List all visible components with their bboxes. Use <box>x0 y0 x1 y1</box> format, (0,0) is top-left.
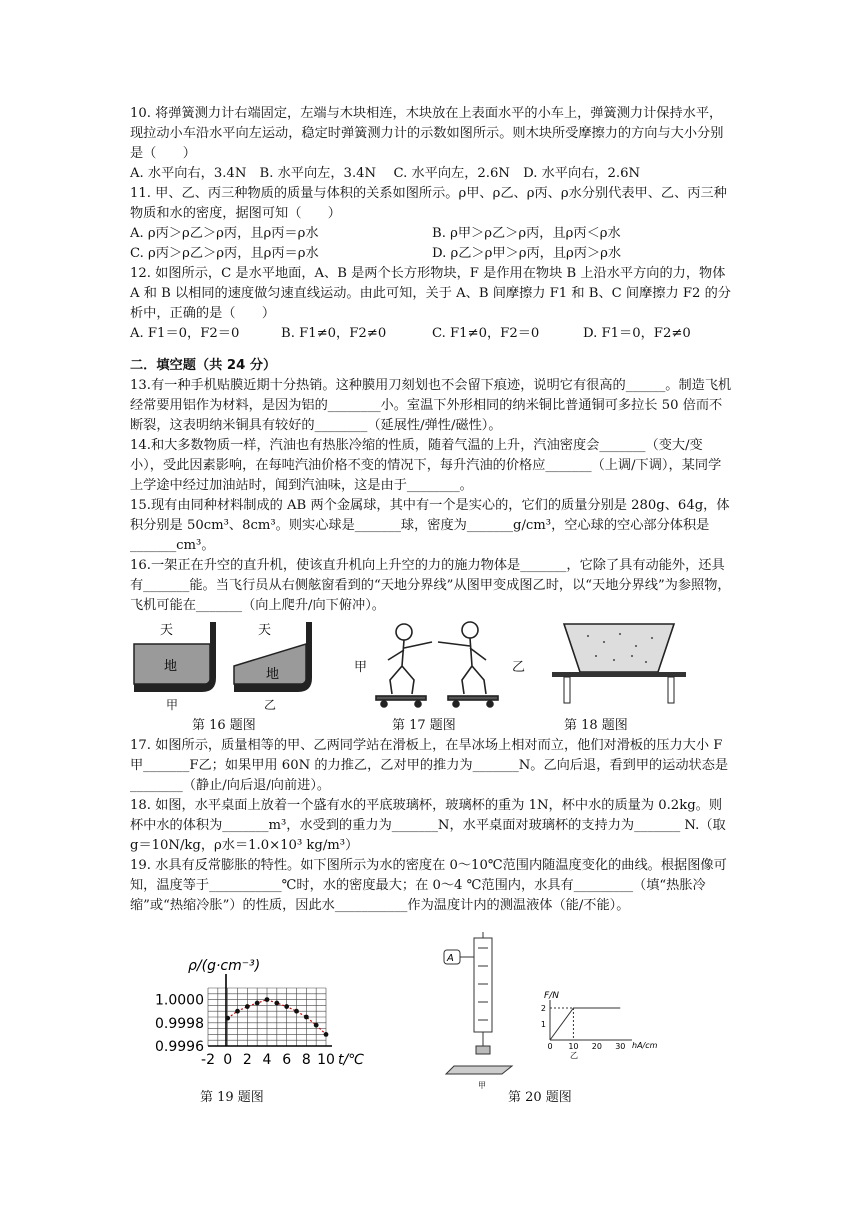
fig20-sub-jia: 甲 <box>478 1081 486 1090</box>
fig17-label-jia: 甲 <box>354 660 368 675</box>
fig20-y-tick-label: 2 <box>540 1004 546 1013</box>
document-body <box>130 104 734 616</box>
fig19-x-tick-label: 6 <box>282 1052 292 1068</box>
fig17-skaters-drawing <box>352 616 532 712</box>
fig19-caption: 第 19 题图 <box>200 1090 264 1105</box>
fig19-x-tick-label: 4 <box>262 1052 272 1068</box>
q19: 19. 水具有反常膨胀的特性。如下图所示为水的密度在 0～10℃范围内随温度变化的曲线。根据图像可知，温度等于___________℃时，水的密度最大；在 0～4 ℃范围内，水具有_________（填“热胀冷缩”或“热缩冷胀”）的性质，因此水___________作为温度计内的测温液体（能/不能）。 <box>130 858 727 913</box>
q17: 17. 如图所示，质量相等的甲、乙两同学站在滑板上，在旱冰场上相对而立，他们对滑板的压力大小 F甲_______F乙；如果甲用 60N 的力推乙，乙对甲的推力为_______N。乙向后退，看到甲的运动状态是________（静止/向后退/向前进）。 <box>130 738 729 793</box>
fig19-data-point <box>245 1004 250 1009</box>
fig19-density-chart <box>120 952 390 1072</box>
q11-option-b: B. ρ甲＞ρ乙＞ρ丙，且ρ丙＜ρ水 <box>432 226 621 241</box>
q15: 15.现有由同种材料制成的 AB 两个金属球，其中有一个是实心的，它们的质量分别是 280g、64g，体积分别是 50cm³、8cm³。则实心球是_______球，密度为_______g/cm³，空心球的空心部分体积是_______cm³。 <box>130 498 730 553</box>
fig19-x-ticks <box>201 1052 335 1068</box>
figure-row-16-18 <box>130 616 734 734</box>
fig19-x-tick-label: 10 <box>317 1052 335 1068</box>
fig19-ylabel: ρ/(g·cm⁻³) <box>188 958 261 974</box>
fig16-tian-yi: 天 <box>258 623 272 638</box>
q12-stem: 12. 如图所示，C 是水平地面，A、B 是两个长方形物块，F 是作用在物块 B 上沿水平方向的力，物体 A 和 B 以相同的速度做匀速直线运动。由此可知，关于 A、B 间摩擦力 F1 和 B、C 间摩擦力 F2 的分析中，正确的是（ ） <box>130 266 731 321</box>
fig16-window-diagram <box>130 616 320 706</box>
fig19-data-point <box>274 1001 279 1006</box>
fig19-x-tick-label: 2 <box>242 1052 252 1068</box>
fig20-ylabel: F/N <box>544 991 559 1001</box>
q10-options: A. 水平向右，3.4N B. 水平向左，3.4N C. 水平向左，2.6N D. 水平向右，2.6N <box>130 166 641 181</box>
q12-option-b: B. F1≠0，F2≠0 <box>281 326 387 341</box>
fig19-xlabel: t/℃ <box>338 1052 364 1068</box>
fig16-di-yi: 地 <box>266 667 280 682</box>
fig19-data-point <box>314 1023 319 1028</box>
fig19-y-ticks <box>155 993 204 1055</box>
q11-options-row1 <box>130 224 734 244</box>
fig19-data-point <box>255 1001 260 1006</box>
fig19-axes <box>208 974 332 1046</box>
q12-option-d: D. F1＝0，F2≠0 <box>583 326 691 341</box>
fig20-x-tick-label: 30 <box>615 1042 626 1051</box>
fig16-window-yi <box>234 622 312 692</box>
fig19-data-point <box>304 1015 309 1020</box>
fig19-x-tick-label: 8 <box>301 1052 311 1068</box>
q11-options-row2 <box>130 244 734 264</box>
q11-option-c: C. ρ丙＞ρ乙＞ρ丙，且ρ丙＝ρ水 <box>130 246 319 261</box>
q13: 13.有一种手机贴膜近期十分热销。这种膜用刀刻划也不会留下痕迹，说明它有很高的______。制造飞机经常要用铝作为材料，是因为铝的________小。室温下外形相同的纳米铜比普通铜可多拉长 50 倍而不断裂，这表明纳米铜具有较好的________（延展性/弹性/磁性）。 <box>130 378 732 433</box>
fig20-y-tick-label: 1 <box>540 1020 546 1029</box>
fig17-label-yi: 乙 <box>512 660 526 675</box>
fig20-x-tick-label: 0 <box>547 1042 553 1051</box>
q12-option-a: A. F1＝0，F2＝0 <box>130 326 240 341</box>
q11-option-d: D. ρ乙＞ρ甲＞ρ丙，且ρ丙＞ρ水 <box>432 246 622 261</box>
q16: 16.一架正在升空的直升机，使该直升机向上升空的力的施力物体是_______，它除了具有动能外，还具有_______能。当飞行员从右侧舷窗看到的“天地分界线”从图甲变成图乙时，以“天地分界线”为参照物，飞机可能在_______（向上爬升/向下俯冲）。 <box>130 558 731 613</box>
fig20-x-ticks <box>547 1042 625 1051</box>
fig19-data-point <box>265 997 270 1002</box>
fig20-caption: 第 20 题图 <box>508 1090 572 1105</box>
fig20-force-line <box>550 1008 620 1040</box>
fig16-label-yi: 乙 <box>264 698 277 712</box>
q12-options <box>130 324 734 344</box>
fig19-data-point <box>324 1032 329 1037</box>
fig20-diagram <box>432 928 658 1090</box>
fig18-cup-on-table <box>548 616 698 706</box>
fig16-window-jia <box>134 622 216 692</box>
fig20-x-tick-label: 20 <box>591 1042 602 1051</box>
fig19-y-tick-label: 0.9996 <box>155 1039 204 1055</box>
fig19-y-tick-label: 0.9998 <box>155 1015 204 1032</box>
fig19-data-point <box>294 1009 299 1014</box>
fig19-x-tick-label: 0 <box>223 1052 233 1068</box>
document-body-2 <box>130 736 734 916</box>
q14: 14.和大多数物质一样，汽油也有热胀冷缩的性质，随着气温的上升，汽油密度会_______（变大/变小），受此因素影响，在每吨汽油价格不变的情况下，每升汽油的价格应_______（上调/下调），某同学上学途中经过加油站时，闻到汽油味，这是由于________。 <box>130 438 722 493</box>
q11-stem: 11. 甲、乙、丙三种物质的质量与体积的关系如图所示。ρ甲、ρ乙、ρ丙、ρ水分别代表甲、乙、丙三种物质和水的密度，据图可知（ ） <box>130 186 727 221</box>
fig20-axes <box>550 1000 632 1040</box>
q18: 18. 如图，水平桌面上放着一个盛有水的平底玻璃杯，玻璃杯的重为 1N，杯中水的质量为 0.2kg。则杯中水的体积为_______m³，水受到的重力为_______N，水平桌面对玻璃杯的支持力为_______ N.（取 g＝10N/kg，ρ水＝1.0×10³ kg/m³） <box>130 798 726 853</box>
fig19-data-point <box>225 1016 230 1021</box>
fig19-data-point <box>235 1009 240 1014</box>
fig18-caption: 第 18 题图 <box>564 718 628 733</box>
q10-stem: 10. 将弹簧测力计右端固定，左端与木块相连，木块放在上表面水平的小车上，弹簧测力计保持水平，现拉动小车沿水平向左运动，稳定时弹簧测力计的示数如图所示。则木块所受摩擦力的方向与大小分别是（ ） <box>130 106 724 161</box>
q11-option-a: A. ρ丙＞ρ乙＞ρ丙，且ρ丙＝ρ水 <box>130 226 319 241</box>
fig20-xlabel: hA/cm <box>632 1041 658 1050</box>
fig20-y-ticks <box>541 1004 546 1029</box>
fig17-caption: 第 17 题图 <box>392 718 456 733</box>
fig19-x-tick-label: -2 <box>201 1052 215 1068</box>
fig16-di-jia: 地 <box>164 659 178 674</box>
fig19-data-point <box>284 1004 289 1009</box>
fig20-sub-yi: 乙 <box>570 1051 578 1060</box>
fig20-x-tick-label: 10 <box>568 1042 579 1051</box>
fig19-y-tick-label: 1.0000 <box>155 992 204 1009</box>
fig20-label-a: A <box>447 953 454 964</box>
fig16-caption: 第 16 题图 <box>192 718 256 733</box>
fig16-label-jia: 甲 <box>166 698 179 712</box>
section-title: 二．填空题（共 24 分） <box>130 358 277 373</box>
fig16-tian-jia: 天 <box>160 623 174 638</box>
q12-option-c: C. F1≠0，F2＝0 <box>432 326 540 341</box>
